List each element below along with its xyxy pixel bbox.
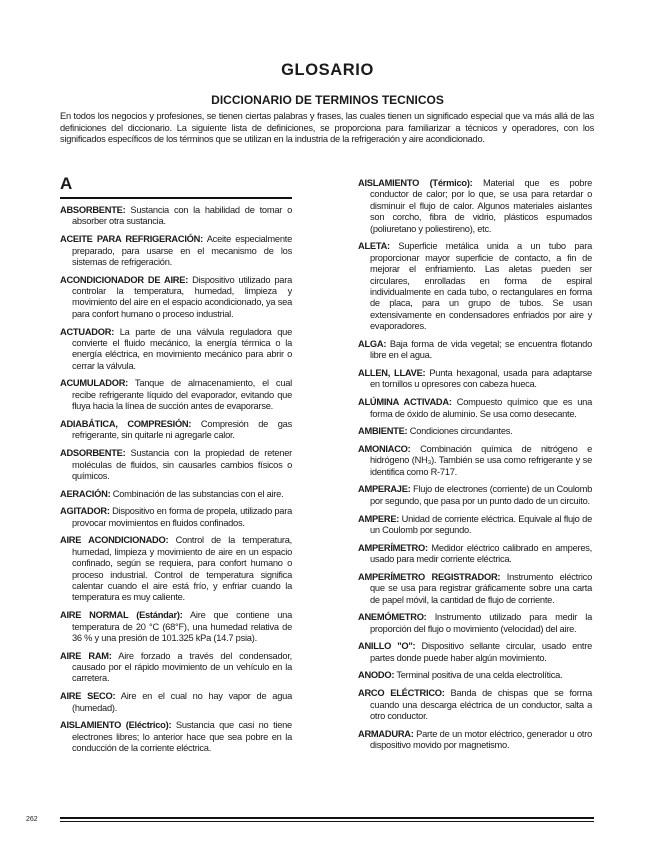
glossary-entry (358, 484, 592, 507)
glossary-entry (60, 720, 292, 754)
glossary-entry (60, 535, 292, 603)
left-column (60, 174, 292, 761)
intro-paragraph: En todos los negocios y profesiones, se tienen ciertas palabras y frases, las cuales tienen un significado especial que va más allá de las definiciones del diccionario. La siguiente lista de definiciones, se proporciona para familiarizar a técnicos y operadores, con los significados específicos de los términos que se utilizan en la industria de la refrigeración y aire acondicionado. (60, 111, 594, 145)
glossary-entry (358, 572, 592, 606)
glossary-definition: La parte de una válvula reguladora que convierte el fluido mecánico, la energía térmica o la energía eléctrica, en movimiento mecánico para abrir o cerrar la válvula. (72, 326, 292, 371)
glossary-definition: Aceite especialmente preparado, para usarse en el mecanismo de los sistemas de refrigeración. (72, 234, 292, 267)
section-divider (60, 197, 292, 199)
glossary-entry (358, 641, 592, 664)
glossary-entry (60, 275, 292, 321)
glossary-definition: Sustancia con la propiedad de retener moléculas de fluidos, sin causarles cambios físicos o químicos. (72, 448, 292, 481)
glossary-definition: Condiciones circundantes. (407, 426, 513, 437)
glossary-definition: Control de la temperatura, humedad, limpieza y movimiento de aire en un espacio confinado, según se requiera, para confort humano o proceso industrial. Control de temperatura significa calentar cuando el aire está frío, y enfriar cuando la temperatura es muy caliente. (72, 535, 292, 603)
glossary-term: ADSORBENTE: (60, 448, 126, 459)
glossary-term: AIRE NORMAL (Estándar): (60, 610, 183, 621)
glossary-term: ADIABÁTICA, COMPRESIÓN: (60, 418, 192, 429)
glossary-term: AERACIÓN: (60, 488, 111, 499)
glossary-definition: Compuesto químico que es una forma de óxido de aluminio. Se usa como desecante. (370, 397, 592, 419)
glossary-definition: Combinación química de nitrógeno e hidrógeno (NH₃). También se usa como refrigerante y se identifica como R-717. (370, 443, 592, 477)
glossary-term: ARMADURA: (358, 728, 414, 739)
glossary-term: ANEMÓMETRO: (358, 612, 427, 623)
glossary-entry (358, 543, 592, 566)
glossary-term: ALETA: (358, 241, 390, 252)
glossary-term: ANODO: (358, 670, 395, 681)
glossary-term: AMPERAJE: (358, 484, 411, 495)
glossary-term: AIRE RAM: (60, 650, 112, 661)
glossary-definition: Flujo de electrones (corriente) de un Coulomb por segundo, que pasa por un punto dado de un circuito. (370, 484, 592, 506)
footer-divider-thin (60, 821, 594, 822)
glossary-definition: Aire forzado a través del condensador, causado por el rápido movimiento de un vehículo en la carretera. (72, 650, 292, 684)
glossary-entry (358, 688, 592, 722)
glossary-term: ACUMULADOR: (60, 378, 128, 389)
glossary-definition: Dispositivo sellante circular, usado entre partes donde puede haber algún movimiento. (370, 641, 593, 663)
glossary-term: AIRE ACONDICIONADO: (60, 535, 169, 546)
glossary-definition: Terminal positiva de una celda electrolítica. (394, 670, 563, 681)
glossary-entry (358, 426, 592, 437)
glossary-definition: Baja forma de vida vegetal; se encuentra flotando libre en el agua. (370, 338, 592, 361)
glossary-entry (358, 368, 592, 391)
glossary-term: AMPERÍMETRO REGISTRADOR: (358, 571, 501, 582)
glossary-definition: Instrumento eléctrico que se usa para registrar gráficamente sobre una carta de papel móvil, la cantidad de flujo de corriente. (370, 571, 592, 605)
glossary-entry (60, 506, 292, 529)
glossary-definition: Instrumento utilizado para medir la proporción del flujo o movimiento (velocidad) del aire. (370, 612, 592, 634)
glossary-entry (60, 448, 292, 482)
glossary-entry (358, 178, 592, 235)
glossary-definition: Aire que contiene una temperatura de 20 °C (68°F), una humedad relativa de 36 % y una presión de 101.325 kPa (14.7 psia). (72, 610, 292, 643)
glossary-definition: Dispositivo en forma de propela, utilizado para provocar movimientos en fluidos confinados. (72, 506, 292, 528)
glossary-entry (358, 397, 592, 420)
glossary-term: ALLEN, LLAVE: (358, 367, 426, 378)
glossary-definition: Tanque de almacenamiento, el cual recibe refrigerante líquido del evaporador, evitando que fluya hacia la línea de succión antes de evaporarse. (72, 378, 292, 412)
right-entry-list (358, 178, 592, 752)
glossary-entry (60, 691, 292, 714)
glossary-definition: Superficie metálica unida a un tubo para proporcionar mayor superficie de contacto, a fin de mejorar el enfriamiento. Las aletas pueden ser circulares, enrolladas en forma de espiral individualmente en cada tubo, o rectangulares en forma de placa, para un grupo de tubos. Se usan extensivamente en condensadores enfriados por aire y evaporadores. (370, 241, 592, 332)
glossary-term: ARCO ELÉCTRICO: (358, 688, 445, 699)
glossary-entry (60, 205, 292, 228)
glossary-definition: Combinación de las substancias con el aire. (110, 488, 284, 499)
glossary-entry (60, 651, 292, 685)
glossary-term: ACEITE PARA REFRIGERACIÓN: (60, 234, 203, 245)
glossary-definition: Unidad de corriente eléctrica. Equivale al flujo de un Coulomb por segundo. (370, 513, 592, 535)
glossary-definition: Punta hexagonal, usada para adaptarse en tornillos u opresores con cabeza hueca. (370, 367, 592, 390)
glossary-entry (60, 234, 292, 268)
glossary-entry (60, 610, 292, 644)
glossary-entry (358, 670, 592, 681)
glossary-term: AMPERÍMETRO: (358, 542, 428, 553)
section-letter: A (60, 174, 73, 193)
glossary-definition: Parte de un motor eléctrico, generador u otro dispositivo movido por magnetismo. (370, 728, 592, 751)
right-column (358, 178, 592, 758)
glossary-term: AMBIENTE: (358, 426, 408, 437)
page-title: GLOSARIO (281, 61, 374, 79)
glossary-term: ALGA: (358, 338, 387, 349)
glossary-definition: Sustancia con la habilidad de tomar o absorber otra sustancia. (72, 205, 292, 227)
page-subtitle: DICCIONARIO DE TERMINOS TECNICOS (211, 93, 444, 107)
glossary-entry (60, 378, 292, 412)
glossary-entry (358, 612, 592, 635)
glossary-definition: Dispositivo utilizado para controlar la temperatura, humedad, limpieza y movimiento del aire en el espacio acondicionado, ya sea para confort humano o proceso industrial. (72, 274, 292, 319)
glossary-entry (358, 729, 592, 752)
glossary-definition: Sustancia que casi no tiene electrones libres; lo anterior hace que sea pobre en la conducción de la corriente eléctrica. (72, 720, 292, 754)
glossary-entry (358, 444, 592, 478)
glossary-definition: Aire en el cual no hay vapor de agua (humedad). (72, 691, 292, 713)
glossary-term: AISLAMIENTO (Térmico): (358, 178, 473, 188)
glossary-definition: Banda de chispas que se forma cuando una descarga eléctrica de un conductor, salta a otro conductor. (370, 688, 592, 721)
glossary-definition: Compresión de gas refrigerante, sin quitarle ni agregarle calor. (72, 418, 293, 441)
glossary-entry (60, 419, 292, 442)
page-number: 262 (26, 816, 38, 823)
glossary-definition: Material que es pobre conductor de calor; por lo que, se usa para retardar o disminuir el flujo de calor. Algunos materiales aislantes son corcho, fibra de vidrio, plásticos espumados (poliuretano y poliestireno), etc. (370, 178, 592, 234)
left-entry-list (60, 205, 292, 755)
glossary-definition: Medidor eléctrico calibrado en amperes, usado para medir corriente eléctrica. (370, 542, 592, 565)
glossary-term: AIRE SECO: (60, 691, 116, 702)
glossary-term: ALÚMINA ACTIVADA: (358, 397, 452, 408)
glossary-term: ACTUADOR: (60, 326, 115, 337)
glossary-entry (358, 514, 592, 537)
glossary-entry (358, 339, 592, 362)
glossary-term: AMPERE: (358, 513, 400, 524)
glossary-term: ACONDICIONADOR DE AIRE: (60, 274, 189, 285)
glossary-term: AISLAMIENTO (Eléctrico): (60, 720, 172, 731)
footer-divider-thick (60, 817, 594, 819)
glossary-entry (60, 327, 292, 373)
glossary-term: AMONIACO: (358, 443, 411, 454)
glossary-entry (60, 489, 292, 500)
glossary-term: ABSORBENTE: (60, 205, 126, 215)
glossary-term: AGITADOR: (60, 506, 110, 517)
glossary-entry (358, 241, 592, 332)
glossary-term: ANILLO "O": (358, 641, 416, 652)
